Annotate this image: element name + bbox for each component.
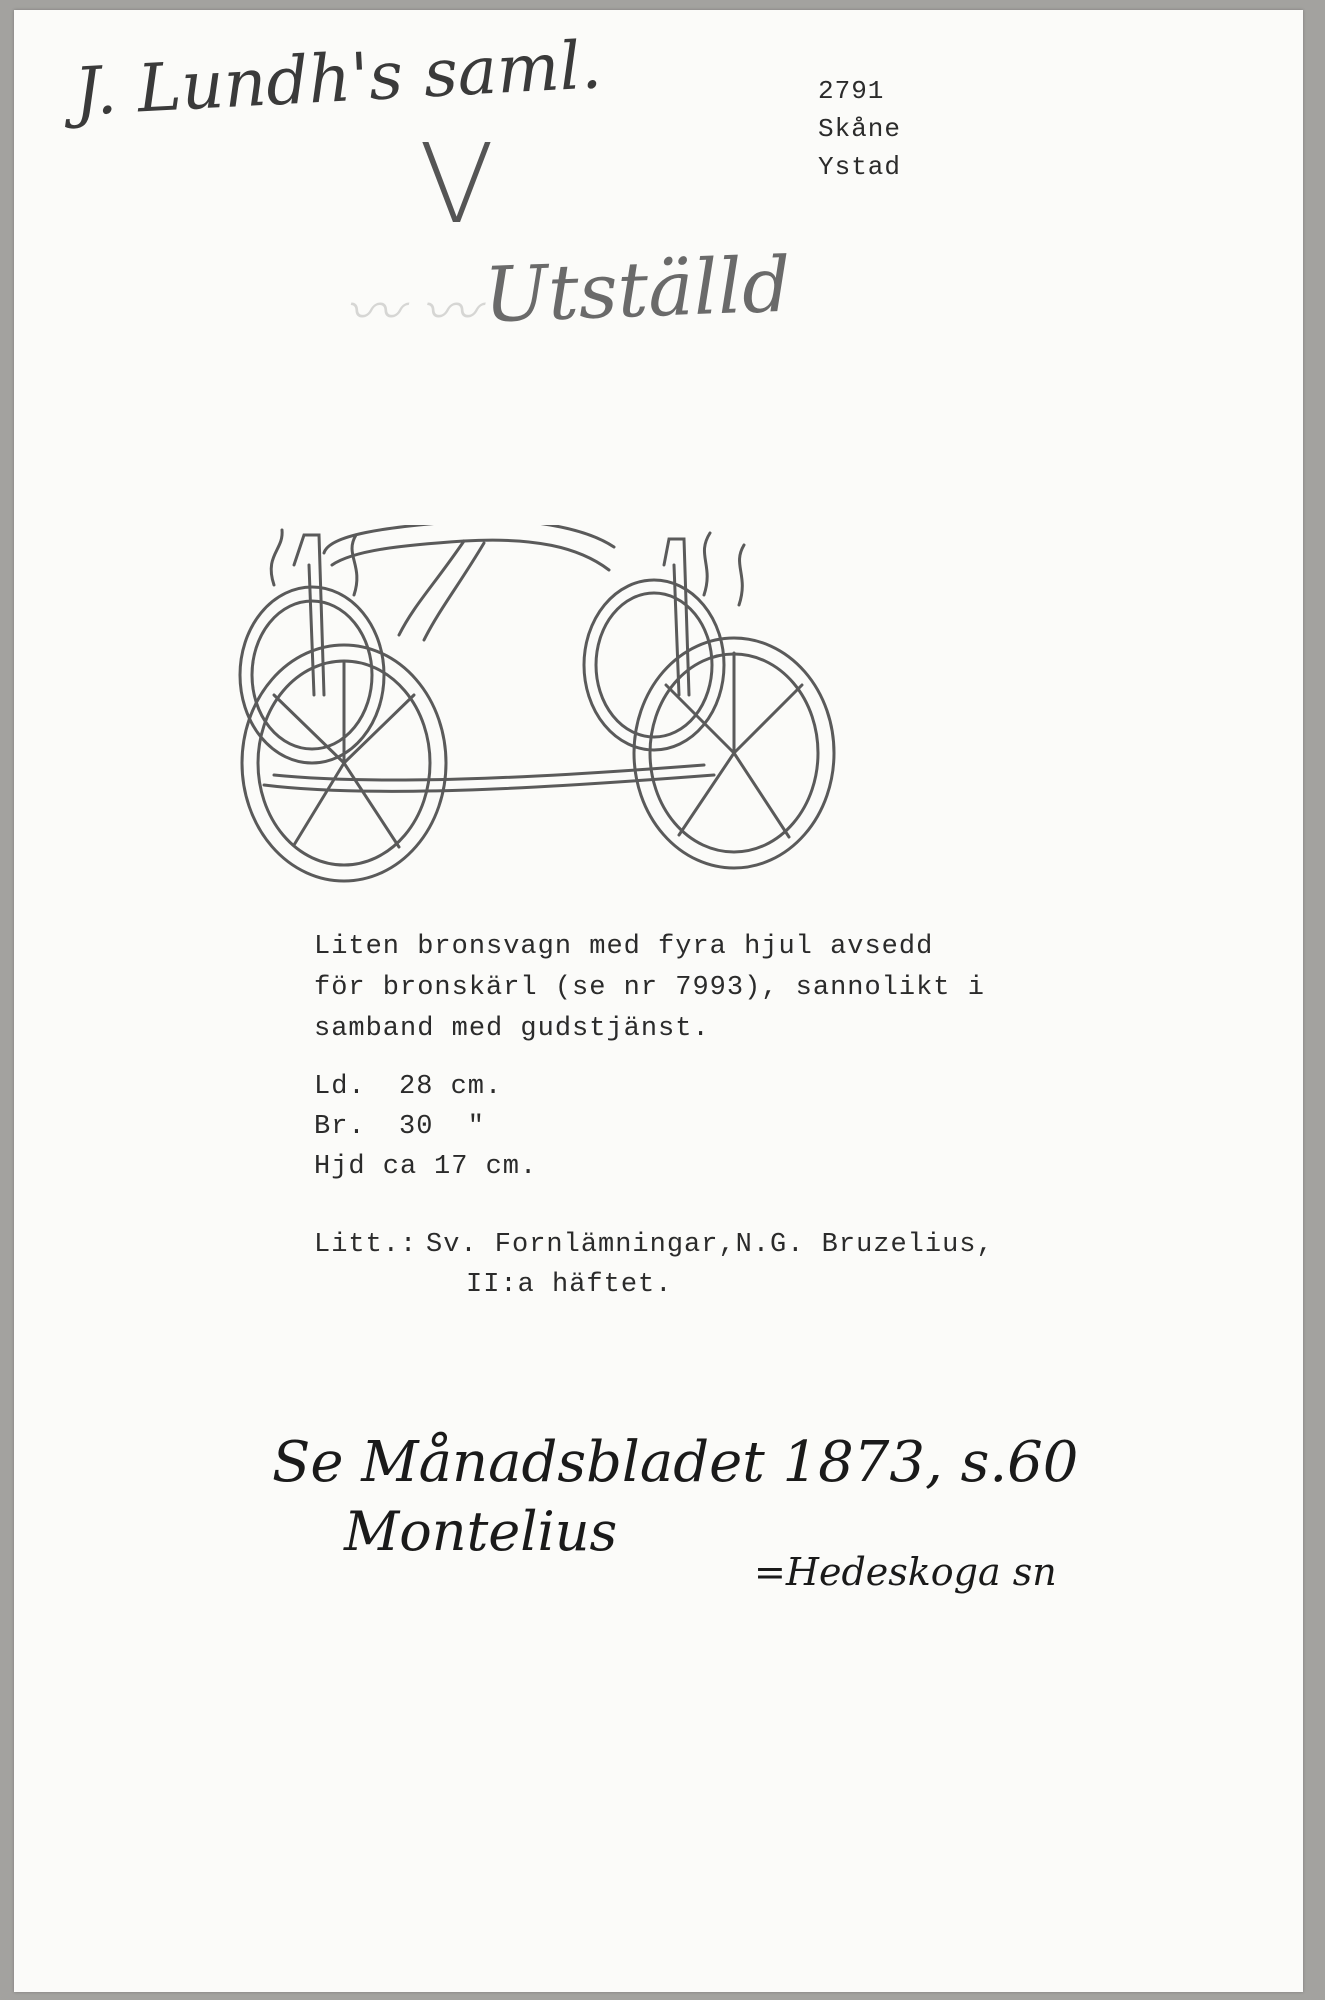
town: Ystad	[818, 152, 902, 182]
measurement-height-label: Hjd ca	[314, 1152, 418, 1182]
description-line-1: Liten bronsvagn med fyra hjul avsedd	[314, 932, 934, 962]
check-mark: V	[419, 120, 495, 248]
erased-handwriting: 〰 〰	[344, 278, 479, 346]
measurement-height-value: 17 cm.	[434, 1152, 538, 1182]
catalog-card	[14, 10, 1303, 1992]
reference-note-line-1: Se Månadsbladet 1873, s.60	[272, 1430, 1079, 1495]
literature-line-1: Sv. Fornlämningar,N.G. Bruzelius,	[426, 1230, 994, 1260]
wagon-drawing	[234, 525, 854, 885]
status-note: Utställd	[482, 239, 793, 340]
parish-note: =Hedeskoga sn	[754, 1550, 1057, 1594]
measurement-width-label: Br.	[314, 1112, 366, 1142]
measurement-width-value: 30 "	[399, 1112, 486, 1142]
measurement-length-value: 28 cm.	[399, 1072, 503, 1102]
literature-line-2: II:a häftet.	[466, 1270, 673, 1300]
catalog-number: 2791	[818, 76, 885, 106]
description-line-3: samband med gudstjänst.	[314, 1014, 710, 1044]
reference-note-line-2: Montelius	[344, 1500, 618, 1563]
province: Skåne	[818, 114, 902, 144]
description-line-2: för bronskärl (se nr 7993), sannolikt i	[314, 973, 985, 1003]
literature-label: Litt.:	[314, 1230, 418, 1260]
measurement-length-label: Ld.	[314, 1072, 366, 1102]
collection-note: J. Lundh's saml.	[72, 26, 604, 131]
